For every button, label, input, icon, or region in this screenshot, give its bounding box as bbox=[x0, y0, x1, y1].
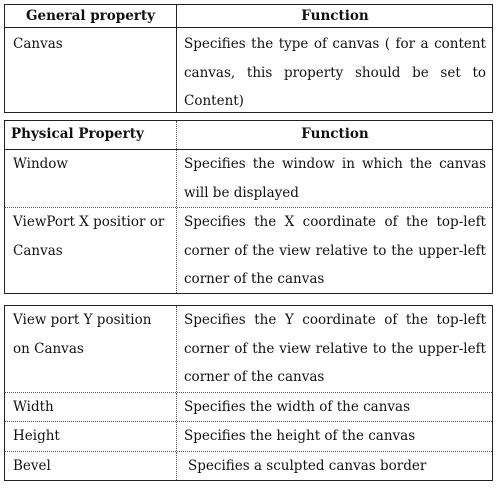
function-cell: Specifies the window in which the canvas will be displayed bbox=[184, 156, 486, 201]
table-row bbox=[5, 306, 492, 392]
function-cell: Specifies the type of canvas ( for a content canvas, this property should be set to Content) bbox=[184, 36, 486, 109]
property-cell: Canvas bbox=[5, 28, 177, 112]
property-cell: ViewPort X positior or Canvas bbox=[5, 208, 177, 293]
function-cell: Specifies the X coordinate of the top-left corner of the view relative to the upper-left corner of the canvas bbox=[184, 214, 486, 287]
table-row bbox=[5, 149, 492, 207]
table-row bbox=[5, 207, 492, 293]
table-header-row bbox=[5, 5, 492, 27]
function-cell: Specifies the width of the canvas bbox=[184, 399, 411, 415]
table-row bbox=[5, 451, 492, 480]
header-physical-property: Physical Property bbox=[5, 121, 177, 149]
physical-property-table-continued bbox=[4, 305, 493, 481]
general-property-table bbox=[4, 4, 493, 113]
header-function: Function bbox=[301, 126, 369, 142]
table-row bbox=[5, 27, 492, 112]
function-cell: Specifies the height of the canvas bbox=[184, 428, 416, 444]
property-cell: Height bbox=[5, 422, 177, 451]
property-cell: Bevel bbox=[5, 452, 177, 480]
function-cell: Specifies the Y coordinate of the top-left corner of the view relative to the upper-left corner of the canvas bbox=[184, 312, 486, 385]
header-general-property: General property bbox=[5, 5, 177, 27]
property-cell: Width bbox=[5, 393, 177, 421]
property-cell: Window bbox=[5, 150, 177, 207]
function-cell: Specifies a sculpted canvas border bbox=[188, 458, 427, 474]
physical-property-table bbox=[4, 120, 493, 294]
table-row bbox=[5, 392, 492, 421]
property-cell: View port Y position on Canvas bbox=[5, 306, 177, 392]
table-header-row bbox=[5, 121, 492, 149]
header-function: Function bbox=[301, 8, 369, 24]
table-row bbox=[5, 421, 492, 451]
